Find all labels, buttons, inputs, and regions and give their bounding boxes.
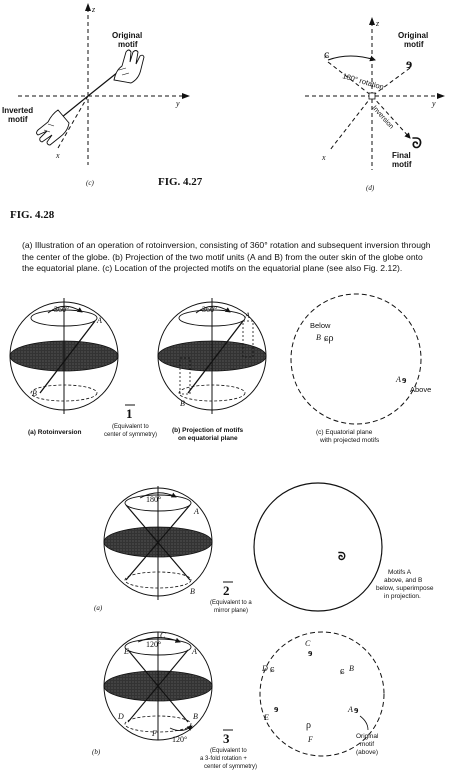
- fig428-label: FIG. 4.28: [10, 209, 55, 221]
- symbol-2-note-2: mirror plane): [214, 608, 249, 614]
- rotation-arrow: [328, 56, 375, 60]
- row3-globe: [92, 631, 212, 756]
- x-axis: [330, 96, 372, 150]
- proj-C-glyph: ɘ: [308, 648, 313, 659]
- inversion-line: [88, 72, 118, 96]
- rotoinversion-1-symbol: [104, 405, 157, 438]
- plane-c-caption-1: (c) Equatorial plane: [316, 429, 373, 436]
- row2-note-1: Motifs A: [388, 569, 412, 576]
- plane-c-caption-2: with projected motifs: [320, 437, 380, 444]
- rotoinversion-2-symbol: [210, 582, 252, 614]
- proj-F-label: F: [308, 735, 313, 744]
- fig427-panel-d: [305, 17, 445, 192]
- proj-E-glyph: ɘ: [274, 704, 279, 715]
- angle-label: 360°: [202, 305, 218, 314]
- original-motif-label-2: motif: [118, 40, 138, 49]
- row2-sub: (a): [94, 604, 103, 612]
- inverted-motif-label-2: motif: [8, 115, 28, 124]
- proj-E-label: E: [264, 713, 269, 722]
- proj-D-glyph: ɕ: [270, 664, 275, 675]
- axis-label-z: z: [376, 19, 380, 28]
- proj-D-label: D: [262, 664, 268, 673]
- row3-sub: (b): [92, 748, 101, 756]
- motif-B-label: B: [190, 587, 195, 596]
- symbol-2bar: 2: [223, 583, 230, 598]
- motif-A-label: A: [192, 647, 197, 656]
- row2-note-4: in projection.: [384, 593, 421, 600]
- motif-B-label: B: [316, 333, 321, 342]
- motif-F-label: F: [152, 729, 157, 738]
- row1-globe-a: [10, 298, 118, 436]
- inverted-motif-label-1: Inverted: [2, 106, 34, 115]
- axis-label-y: y: [432, 99, 436, 108]
- fig428-caption: (a) Illustration of an operation of rotoinversion, consisting of 360° rotation and subsequent inversion through the center of the globe. (b) Projection of the two motif units (A and B) from the outer skin of the globe onto the equatorial plane. (c) Location of the projected motifs on the equatorial plane (see also Fig. 2.12).: [22, 240, 431, 273]
- symbol-2-note-1: (Equivalent to a: [210, 600, 252, 606]
- row3-original-1: Original: [356, 733, 379, 740]
- row2-globe: [94, 486, 212, 612]
- row2-projection: [254, 483, 434, 611]
- motif-A-label: A: [97, 316, 102, 325]
- symbol-3-note-2: a 3-fold rotation +: [200, 756, 247, 762]
- panel-c-sub: (c): [86, 179, 94, 187]
- angle-label: 180°: [146, 495, 162, 504]
- final-motif-label-1: Final: [392, 151, 411, 160]
- equatorial-circle: [291, 294, 421, 424]
- axis-label-z: z: [92, 5, 96, 14]
- fig427-panel-c: [2, 3, 190, 187]
- below-label: Below: [310, 321, 331, 330]
- proj-F-glyph: ρ: [306, 720, 311, 731]
- proj-C-label: C: [305, 639, 311, 648]
- original-motif-hand: [114, 50, 144, 83]
- motif-start-glyph: ɕ: [324, 47, 330, 61]
- symbol-1-note-2: center of symmetry): [104, 432, 158, 438]
- inversion-label: Inversion: [370, 104, 395, 131]
- row2-note-2: above, and B: [384, 577, 423, 584]
- superimposed-motif-glyph: ᘐ: [338, 551, 346, 563]
- symbol-1bar: 1: [126, 406, 133, 421]
- final-motif-label-2: motif: [392, 160, 412, 169]
- axis-label-x: x: [322, 153, 326, 162]
- proj-B-label: B: [349, 664, 354, 673]
- motif-B-label: B: [180, 399, 185, 408]
- row3-original-2: motif: [360, 741, 375, 748]
- axis-label-y: y: [176, 99, 180, 108]
- original-motif-label-1: Original: [398, 31, 429, 40]
- above-label: Above: [410, 385, 432, 394]
- rotation-label: 180° rotation: [341, 71, 385, 92]
- original-motif-label-1: Original: [112, 31, 143, 40]
- final-motif-glyph: ᘐ: [412, 137, 422, 152]
- fig427-label: FIG. 4.27: [158, 176, 203, 188]
- original-motif-label-2: motif: [404, 40, 424, 49]
- row3-original-3: (above): [356, 749, 379, 756]
- symbol-3-note-1: (Equivalent to: [210, 748, 247, 754]
- symbol-3bar: 3: [223, 731, 230, 746]
- panel-d-sub: (d): [366, 184, 375, 192]
- angle-label-top: 120°: [146, 640, 162, 649]
- motif-B-glyph: ɕρ: [324, 333, 334, 344]
- motif-A-label: A: [194, 507, 199, 516]
- proj-A-label: A: [348, 705, 353, 714]
- globe-b-caption-1: (b) Projection of motifs: [172, 427, 244, 434]
- motif-A-label: A: [245, 311, 250, 320]
- motif-B-label: B: [193, 712, 198, 721]
- proj-B-glyph: ɕ: [340, 666, 345, 677]
- angle-label-bottom: 120°: [172, 735, 188, 744]
- globe-a-caption: (a) Rotoinversion: [28, 429, 82, 436]
- row2-note-3: below, superimpose: [376, 585, 434, 592]
- row1-globe-b: [158, 298, 266, 442]
- motif-E-label: E: [124, 647, 129, 656]
- angle-label: 360°: [54, 305, 70, 314]
- rotoinversion-3-symbol: [200, 730, 257, 770]
- projection-circle: [254, 483, 382, 611]
- original-motif-glyph: ɘ: [406, 57, 413, 72]
- symbol-3-note-3: center of symmetry): [204, 764, 258, 770]
- row3-projection: [260, 632, 384, 756]
- motif-A-glyph: ɘ: [402, 375, 407, 386]
- axis-label-x: x: [56, 151, 60, 160]
- symbol-1-note-1: (Equivalent to: [112, 424, 149, 430]
- proj-A-glyph: ɘ: [354, 705, 359, 716]
- globe-b-caption-2: on equatorial plane: [178, 435, 238, 442]
- row1-equatorial-c: [291, 294, 431, 444]
- motif-C-label: C: [160, 631, 166, 640]
- motif-B-label: B: [32, 389, 37, 398]
- motif-A-label: A: [396, 375, 401, 384]
- motif-D-label: D: [118, 712, 124, 721]
